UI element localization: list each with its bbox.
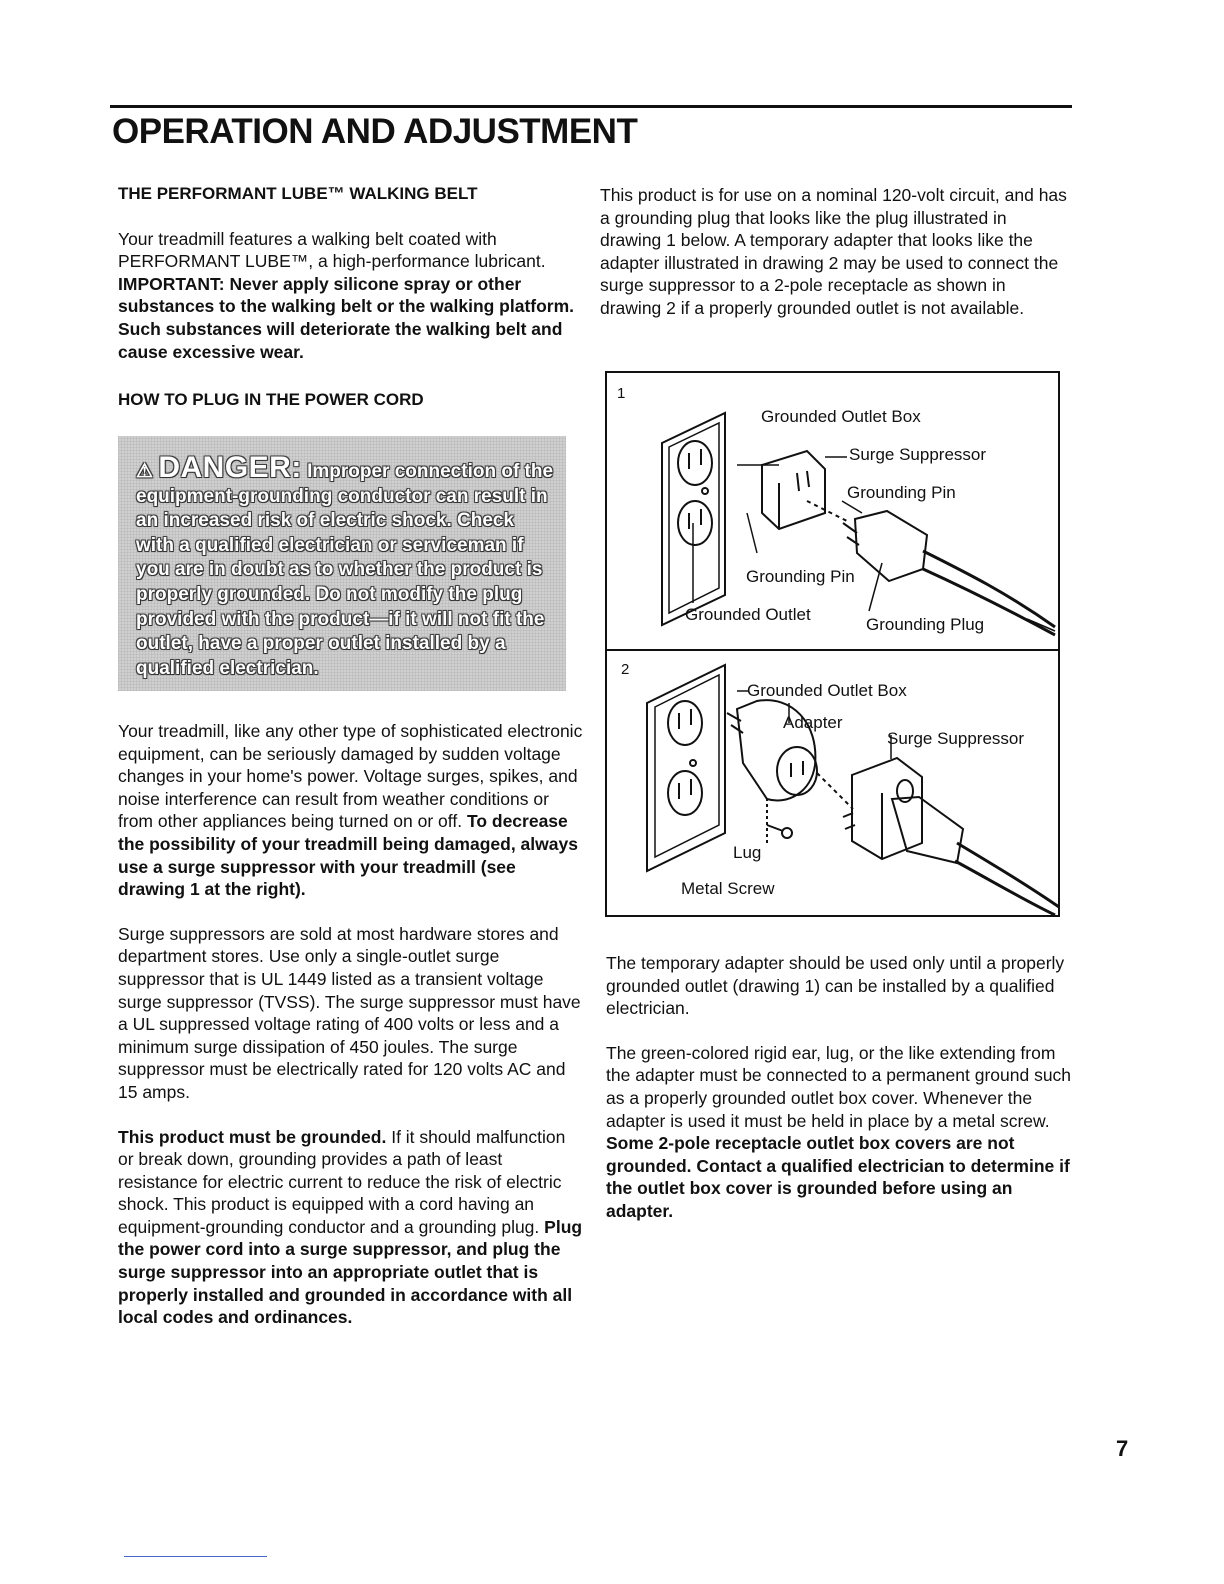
right-column-bottom [606,952,1072,1223]
ground-paragraph [118,1126,584,1329]
circuit-paragraph: This product is for use on a nominal 120-volt circuit, and has a grounding plug that looks like the plug illustrated in drawing 1 below. A temporary adapter that looks like the adapter illustrated in drawing 2 may be used to connect the surge suppressor to a 2-pole receptacle as shown in drawing 2 if a properly grounded outlet is not available. [600,185,1067,318]
d1-pin-top-label: Grounding Pin [847,483,956,502]
drawing1-suppressor [737,451,847,529]
page-title: OPERATION AND ADJUSTMENT [112,112,638,151]
figure-divider [607,649,1058,651]
suppressor-paragraph: Surge suppressors are sold at most hardware stores and department stores. Use only a single-outlet surge suppressor that is UL 1449 listed as a transient voltage surge suppressor (TVSS). The surge suppressor must have a UL suppressed voltage rating of 400 volts or less and a minimum surge dissipation of 450 joules. The surge suppressor must be electrically rated for 120 volts AC and 15 amps. [118,923,581,1102]
title-rule [110,105,1072,108]
drawing1-number: 1 [617,385,626,402]
belt-text: Your treadmill features a walking belt coated with PERFORMANT LUBE™, a high-performance lubricant. [118,228,546,272]
belt-heading: THE PERFORMANT LUBE™ WALKING BELT [118,184,478,203]
surge-text: Your treadmill, like any other type of sophisticated electronic equipment, can be seriously damaged by sudden voltage changes in your home's power. Voltage surges, spikes, and noise interference can result from weather conditions or from other appliances being turned on or off. [118,721,583,832]
d1-surge-label: Surge Suppressor [849,445,987,464]
left-column-top [118,183,584,412]
lug-text: The green-colored rigid ear, lug, or the like extending from the adapter must be connected to a permanent ground such as a properly grounded outlet box cover. Whenever the adapter is used it must be held in place by a metal screw. [606,1042,1072,1131]
warning-icon: ⚠ [136,461,154,482]
danger-text: Improper connection of the equipment-grounding conductor can result in an increased risk of electric shock. Check with a qualified electrician or serviceman if you are in doubt as to whether the product is properly grounded. Do not modify the plug provided with the product—if it will not fit the outlet, have a proper outlet installed by a qualified electrician. [136,461,554,679]
d1-pin-bottom-label: Grounding Pin [746,567,855,586]
footer-line [124,1556,267,1557]
danger-content [136,451,556,681]
belt-paragraph [118,228,584,364]
danger-word: DANGER: [158,451,302,484]
d2-lug-label: Lug [733,843,762,862]
danger-box [118,436,566,691]
ground-bold: This product must be grounded. [118,1126,387,1147]
ground-text: If it should malfunction or break down, grounding provides a path of least resistance for electric current to reduce the risk of electric shock. This product is equipped with a cord having an equipment-grounding conductor and a grounding plug. [118,1126,566,1237]
belt-important: IMPORTANT: Never apply silicone spray or other substances to the walking belt or the walking platform. Such substances will deteriorate the walking belt and cause excessive wear. [118,273,575,362]
d2-outlet-box-label: Grounded Outlet Box [747,681,907,700]
grounding-figure [605,371,1060,917]
d1-plug-label: Grounding Plug [866,615,985,634]
d2-screw-label: Metal Screw [681,879,775,898]
surge-paragraph [118,720,584,901]
lug-paragraph [606,1042,1072,1223]
adapter-paragraph: The temporary adapter should be used only until a properly grounded outlet (drawing 1) can be installed by a qualified electrician. [606,953,1065,1019]
surge-bold: To decrease the possibility of your treadmill being damaged, always use a surge suppressor with your treadmill (see drawing 1 at the right). [118,811,578,900]
ground-bold2: Plug the power cord into a surge suppressor, and plug the surge suppressor into an appropriate outlet that is properly installed and grounded in accordance with all local codes and ordinances. [118,1216,583,1328]
drawing2-number: 2 [621,661,630,678]
d1-outlet-label: Grounded Outlet [685,605,811,624]
d2-adapter-label: Adapter [783,713,843,732]
d1-outlet-box-label: Grounded Outlet Box [761,407,921,426]
lug-bold: Some 2-pole receptacle outlet box covers are not grounded. Contact a qualified electrician to determine if the outlet box cover is grounded before using an adapter. [606,1133,1070,1221]
right-column-top [600,184,1070,320]
drawing1-outlet [662,413,725,625]
d2-surge-label: Surge Suppressor [887,729,1025,748]
left-column-bottom [118,720,584,1329]
drawing2-suppressor [817,735,1058,915]
figure-drawings [607,373,1058,915]
drawing2-outlet [647,665,749,871]
plug-heading: HOW TO PLUG IN THE POWER CORD [118,390,424,410]
page-number: 7 [1116,1436,1129,1461]
